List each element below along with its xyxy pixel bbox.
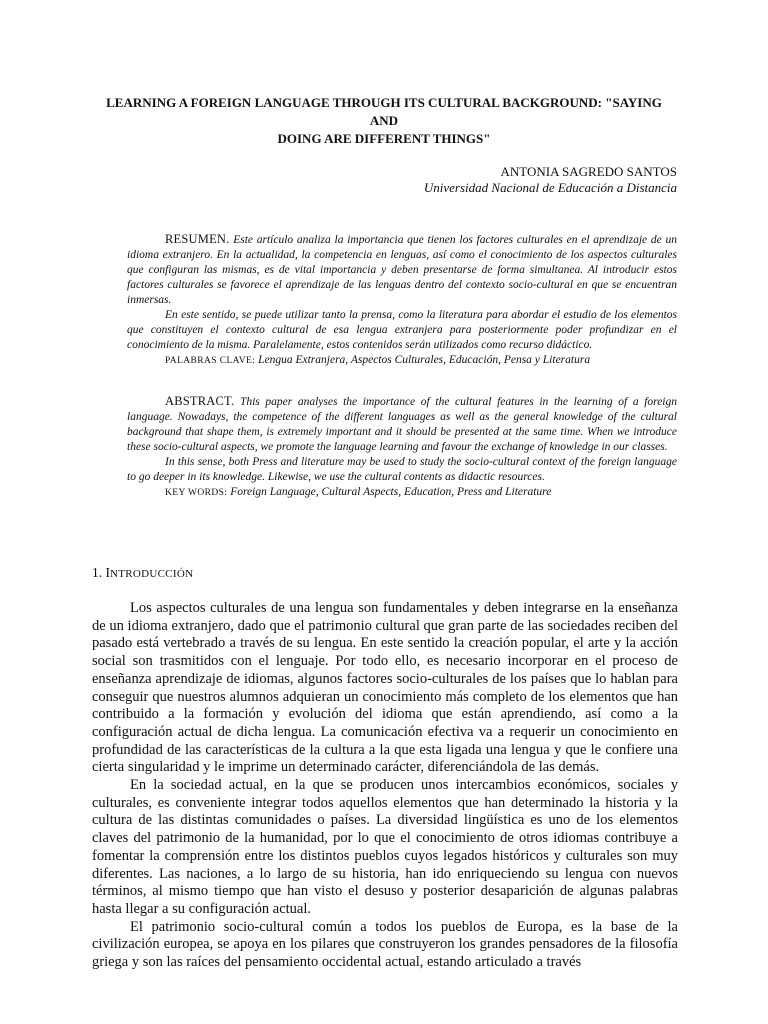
section-heading	[92, 565, 193, 581]
abstract-block	[127, 394, 677, 501]
body-paragraph: El patrimonio socio-cultural común a todos los pueblos de Europa, es la base de la civilización europea, se apoya en los pilares que construyeron los grandes pensadores de la filosofía griega y son las raíces del pensamiento occidental actual, estando articulado a través	[92, 918, 678, 971]
author-affiliation: Universidad Nacional de Educación a Distancia	[423, 180, 677, 195]
resumen-label: RESUMEN.	[165, 232, 230, 246]
body-paragraph: En la sociedad actual, en la que se producen unos intercambios económicos, sociales y culturales, es conveniente integrar todos aquellos elementos que han determinado la historia y la cultura de las distintas comunidades o países. La diversidad lingüística es uno de los elementos claves del patrimonio de la humanidad, por lo que el conocimiento de otros idiomas contribuye a fomentar la comprensión entre los distintos pueblos cuyos legados históricos y culturales son muy diferentes. Las naciones, a lo largo de su historia, han ido enriqueciendo su lengua con nuevos términos, al mismo tiempo que han visto el desuso y posterior desaparición de algunas palabras hasta llegar a su configuración actual.	[92, 777, 678, 917]
section-title: NTRODUCCIÓN	[110, 568, 194, 580]
abstract-keywords-label: KEY WORDS:	[165, 488, 228, 498]
resumen-keywords-text: Lengua Extranjera, Aspectos Culturales, Educación, Pensa y Literatura	[258, 354, 591, 366]
section-number: 1. I	[92, 565, 110, 580]
resumen-keywords-label: PALABRAS CLAVE:	[165, 356, 256, 366]
abstract-paragraph-1	[127, 394, 677, 455]
resumen-block	[127, 232, 677, 369]
author-name: ANTONIA SAGREDO SANTOS	[500, 164, 677, 179]
body-paragraph: Los aspectos culturales de una lengua son fundamentales y deben integrarse en la enseñanza de un idioma extranjero, dado que el patrimonio cultural que gran parte de las sociedades reciben del pasado está vertebrado a través de su lengua. En este sentido la creación popular, el arte y la acción social son trasmitidos con el lenguaje. Por todo ello, es necesario incorporar en el proceso de enseñanza aprendizaje de idiomas, algunos factores socio-culturales de los países que lo hablan para conseguir que nuestros alumnos adquieran un conocimiento más completo de los elementos que han contribuido a la formación y evolución del idioma que están aprendiendo, así como a la configuración actual de dicha lengua. La comunicación efectiva va a requerir un conocimiento en profundidad de las características de la cultura a la que esta ligada una lengua y que le confiere una cierta singularidad y le imprime un determinado carácter, diferenciándola de las demás.	[92, 600, 678, 776]
author-block	[424, 164, 677, 196]
abstract-keywords	[127, 485, 677, 501]
abstract-text-1: This paper analyses the importance of the cultural features in the learning of a foreign language. Nowadays, the competence of the different languages as well as the general knowledge of the cultural background that shape them, is extremely important and it should be presented at the same time. When we introduce these socio-cultural aspects, we promote the language learning and favour the exchange of knowledge in our classes.	[127, 396, 677, 453]
resumen-paragraph-1	[127, 232, 677, 308]
resumen-keywords	[127, 353, 677, 369]
abstract-keywords-text: Foreign Language, Cultural Aspects, Education, Press and Literature	[230, 486, 552, 498]
abstract-label: ABSTRACT.	[165, 394, 235, 408]
paper-title-line-2: DOING ARE DIFFERENT THINGS"	[277, 131, 491, 146]
body-text	[92, 600, 678, 972]
resumen-paragraph-2: En este sentido, se puede utilizar tanto la prensa, como la literatura para abordar el estudio de los elementos que constituyen el contexto cultural de esa lengua extranjera para posteriormente poder profundizar en el conocimiento de la misma. Paralelamente, estos contenidos serán utilizados como recurso didáctico.	[127, 309, 677, 351]
abstract-paragraph-2: In this sense, both Press and literature may be used to study the socio-cultural context of the foreign language to go deeper in its knowledge. Likewise, we use the cultural contents as didactic resources.	[127, 456, 677, 483]
resumen-text-1: Este artículo analiza la importancia que tienen los factores culturales en el aprendizaje de un idioma extranjero. En la actualidad, la competencia en lenguas, así como el conocimiento de los aspectos culturales que configuran las mismas, es de vital importancia y deben presentarse de forma simultanea. Al introducir estos factores culturales se favorece el aprendizaje de las lenguas dentro del contexto socio-cultural en que se encuentran inmersas.	[127, 234, 677, 306]
paper-title-line-1: LEARNING A FOREIGN LANGUAGE THROUGH ITS CULTURAL BACKGROUND: "SAYING AND	[106, 95, 662, 128]
paper-title	[92, 94, 676, 148]
